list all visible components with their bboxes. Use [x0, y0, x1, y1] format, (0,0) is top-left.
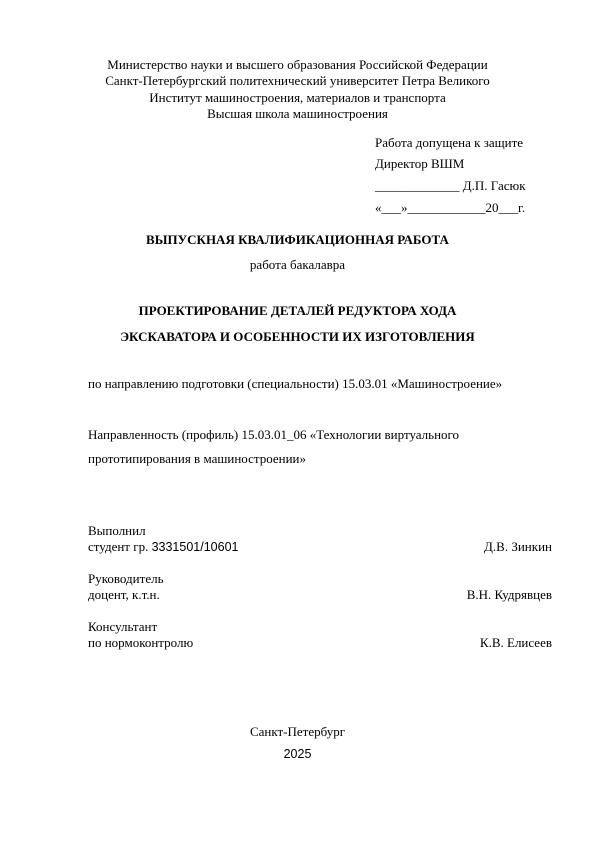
work-type-title: ВЫПУСКНАЯ КВАЛИФИКАЦИОННАЯ РАБОТА	[146, 232, 449, 247]
author-group-line	[88, 540, 238, 554]
footer-city: Санкт-Петербург	[249, 724, 346, 739]
ministry-line: Министерство науки и высшего образования Российской Федерации	[107, 57, 488, 72]
consultant-scope: по нормоконтролю	[88, 635, 194, 650]
approval-date: «___»____________20___г.	[375, 200, 526, 215]
approval-admitted: Работа допущена к защите	[375, 135, 524, 150]
footer-year: 2025	[283, 747, 312, 761]
consultant-role-label: Консультант	[88, 619, 158, 634]
approval-signature: _____________ Д.П. Гасюк	[375, 178, 526, 193]
consultant-name: К.В. Елисеев	[479, 635, 552, 650]
author-group-prefix: студент гр.	[88, 539, 152, 554]
work-subtitle: работа бакалавра	[249, 257, 346, 272]
school-line: Высшая школа машиностроения	[207, 106, 388, 121]
author-name: Д.В. Зинкин	[484, 539, 552, 554]
direction-text: по направлению подготовки (специальности) 15.03.01 «Машиностроение»	[88, 376, 503, 391]
supervisor-name: В.Н. Кудрявцев	[466, 587, 552, 602]
profile-line1: Направленность (профиль) 15.03.01_06 «Технологии виртуального	[88, 427, 460, 442]
author-group-number: 3331501/10601	[151, 540, 239, 554]
author-role-label: Выполнил	[88, 523, 146, 538]
profile-line2: прототипирования в машиностроении»	[88, 451, 307, 466]
topic-title-line1: ПРОЕКТИРОВАНИЕ ДЕТАЛЕЙ РЕДУКТОРА ХОДА	[138, 303, 457, 318]
approval-director: Директор ВШМ	[375, 156, 465, 171]
topic-title-line2: ЭКСКАВАТОРА И ОСОБЕННОСТИ ИХ ИЗГОТОВЛЕНИЯ	[120, 329, 475, 344]
supervisor-role-label: Руководитель	[88, 571, 164, 586]
institute-line: Институт машиностроения, материалов и транспорта	[149, 90, 446, 105]
university-line: Санкт-Петербургский политехнический университет Петра Великого	[105, 73, 490, 88]
supervisor-degree: доцент, к.т.н.	[88, 587, 160, 602]
